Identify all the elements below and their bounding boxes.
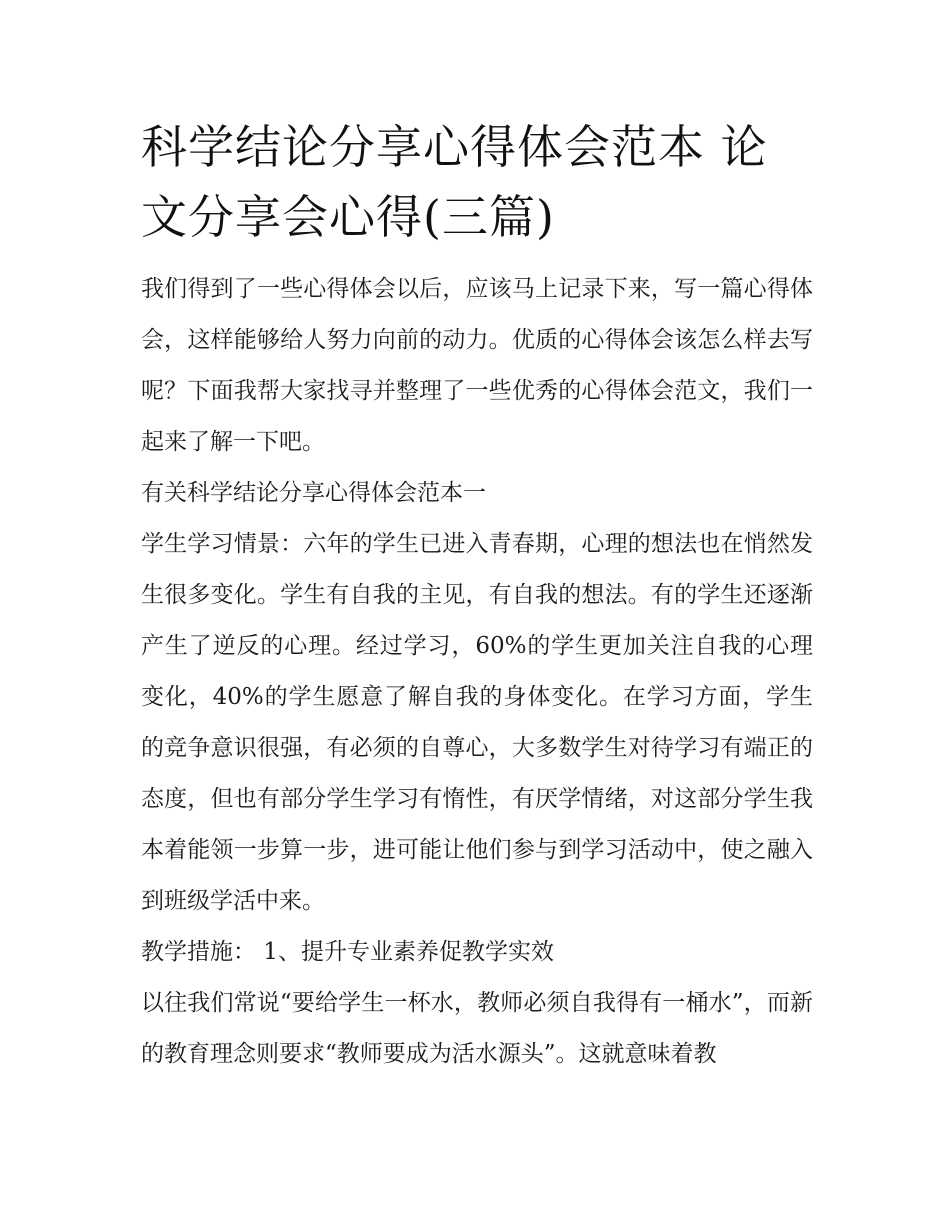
document-title: 科学结论分享心得体会范本 论文分享会心得(三篇) [141,120,768,244]
teaching-measures-heading: 教学措施： 1、提升专业素养促教学实效 [141,939,554,965]
teacher-quote-paragraph: 以往我们常说“要给学生一杯水，教师必须自我得有一桶水”，而新的教育理念则要求“教师要成为活水源头”。这就意味着教 [141,990,813,1067]
intro-paragraph: 我们得到了一些心得体会以后，应该马上记录下来，写一篇心得体会，这样能够给人努力向前的动力。优质的心得体会该怎么样去写呢？下面我帮大家找寻并整理了一些优秀的心得体会范文，我们一起来了解一下吧。 [141,276,813,455]
student-situation-paragraph: 学生学习情景：六年的学生已进入青春期，心理的想法也在悄然发生很多变化。学生有自我的主见，有自我的想法。有的学生还逐渐产生了逆反的心理。经过学习，60%的学生更加关注自我的心理变化，40%的学生愿意了解自我的身体变化。在学习方面，学生的竞争意识很强，有必须的自尊心，大多数学生对待学习有端正的态度，但也有部分学生学习有惰性，有厌学情绪，对这部分学生我本着能领一步算一步，进可能让他们参与到学习活动中，使之融入到班级学活中来。 [141,531,813,914]
document-body [141,112,813,1080]
section-heading: 有关科学结论分享心得体会范本一 [141,480,486,506]
